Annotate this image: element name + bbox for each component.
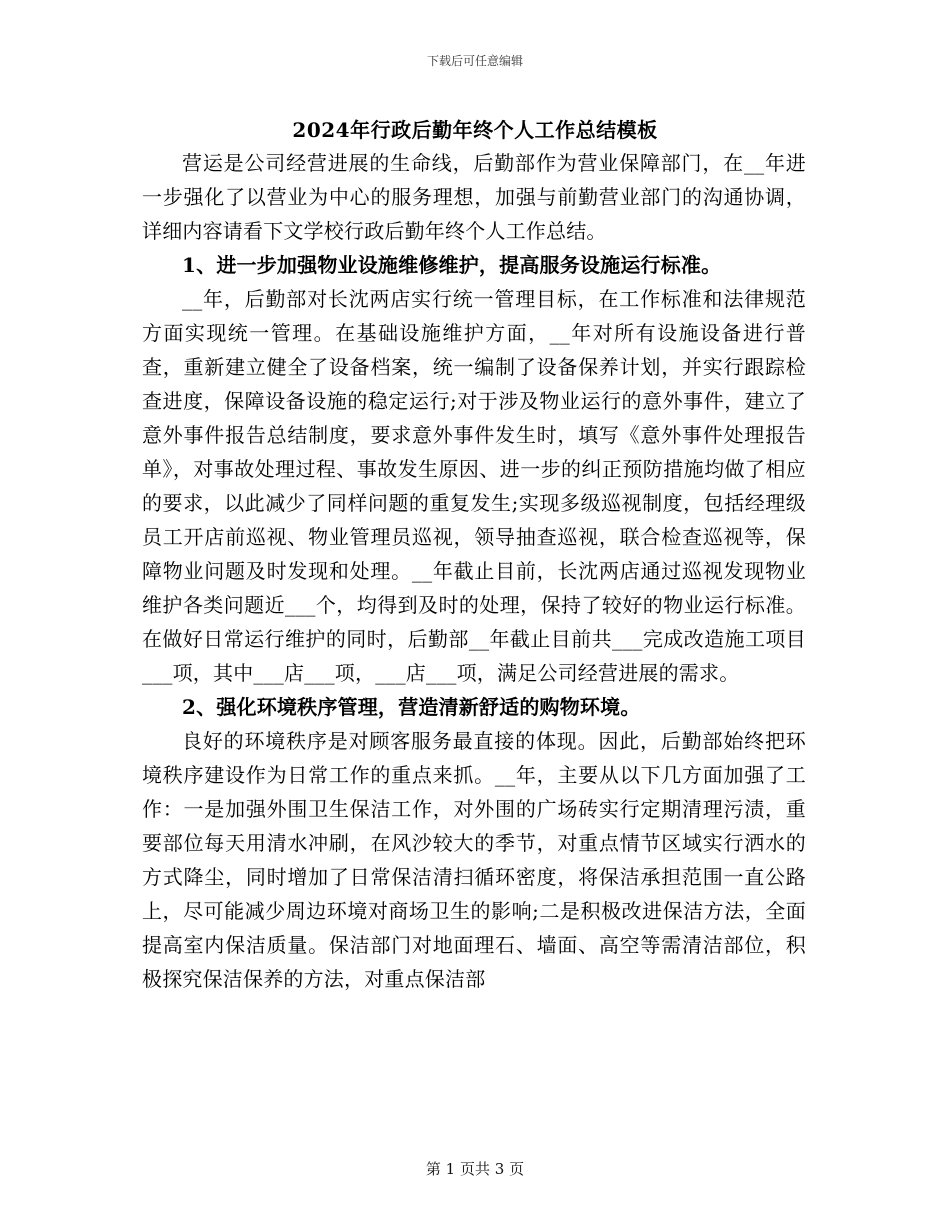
section-heading-2: 2、强化环境秩序管理，营造清新舒适的购物环境。 [182,695,641,719]
document-body [142,146,806,996]
page-footer: 第 1 页共 3 页 [425,1160,525,1178]
intro-paragraph: 营运是公司经营进展的生命线，后勤部作为营业保障部门，在__年进一步强化了以营业为中心的服务理想，加强与前勤营业部门的沟通协调，详细内容请看下文学校行政后勤年终个人工作总结。 [142,151,806,243]
section-2-paragraph: 良好的环境秩序是对顾客服务最直接的体现。因此，后勤部始终把环境秩序建设作为日常工作的重点来抓。__年，主要从以下几方面加强了工作：一是加强外围卫生保洁工作，对外围的广场砖实行定期清理污渍，重要部位每天用清水冲刷，在风沙较大的季节，对重点情节区域实行洒水的方式降尘，同时增加了日常保洁清扫循环密度，将保洁承担范围一直公路上，尽可能减少周边环境对商场卫生的影响;二是积极改进保洁方法，全面提高室内保洁质量。保洁部门对地面理石、墙面、高空等需清洁部位，积极探究保洁保养的方法，对重点保洁部 [142,729,806,991]
section-1-paragraph: __年，后勤部对长沈两店实行统一管理目标，在工作标准和法律规范方面实现统一管理。在基础设施维护方面，__年对所有设施设备进行普查，重新建立健全了设备档案，统一编制了设备保养计划，并实行跟踪检查进度，保障设备设施的稳定运行;对于涉及物业运行的意外事件，建立了意外事件报告总结制度，要求意外事件发生时，填写《意外事件处理报告单》，对事故处理过程、事故发生原因、进一步的纠正预防措施均做了相应的要求，以此减少了同样问题的重复发生;实现多级巡视制度，包括经理级员工开店前巡视、物业管理员巡视，领导抽查巡视，联合检查巡视等，保障物业问题及时发现和处理。__年截止目前，长沈两店通过巡视发现物业维护各类问题近___个，均得到及时的处理，保持了较好的物业运行标准。在做好日常运行维护的同时，后勤部__年截止目前共___完成改造施工项目___项，其中___店___项，___店___项，满足公司经营进展的需求。 [142,287,806,685]
section-heading-1: 1、进一步加强物业设施维修维护，提高服务设施运行标准。 [182,253,722,277]
header-note: 下载后可任意编辑 [426,54,523,68]
page-title: 2024年行政后勤年终个人工作总结模板 [292,118,658,142]
